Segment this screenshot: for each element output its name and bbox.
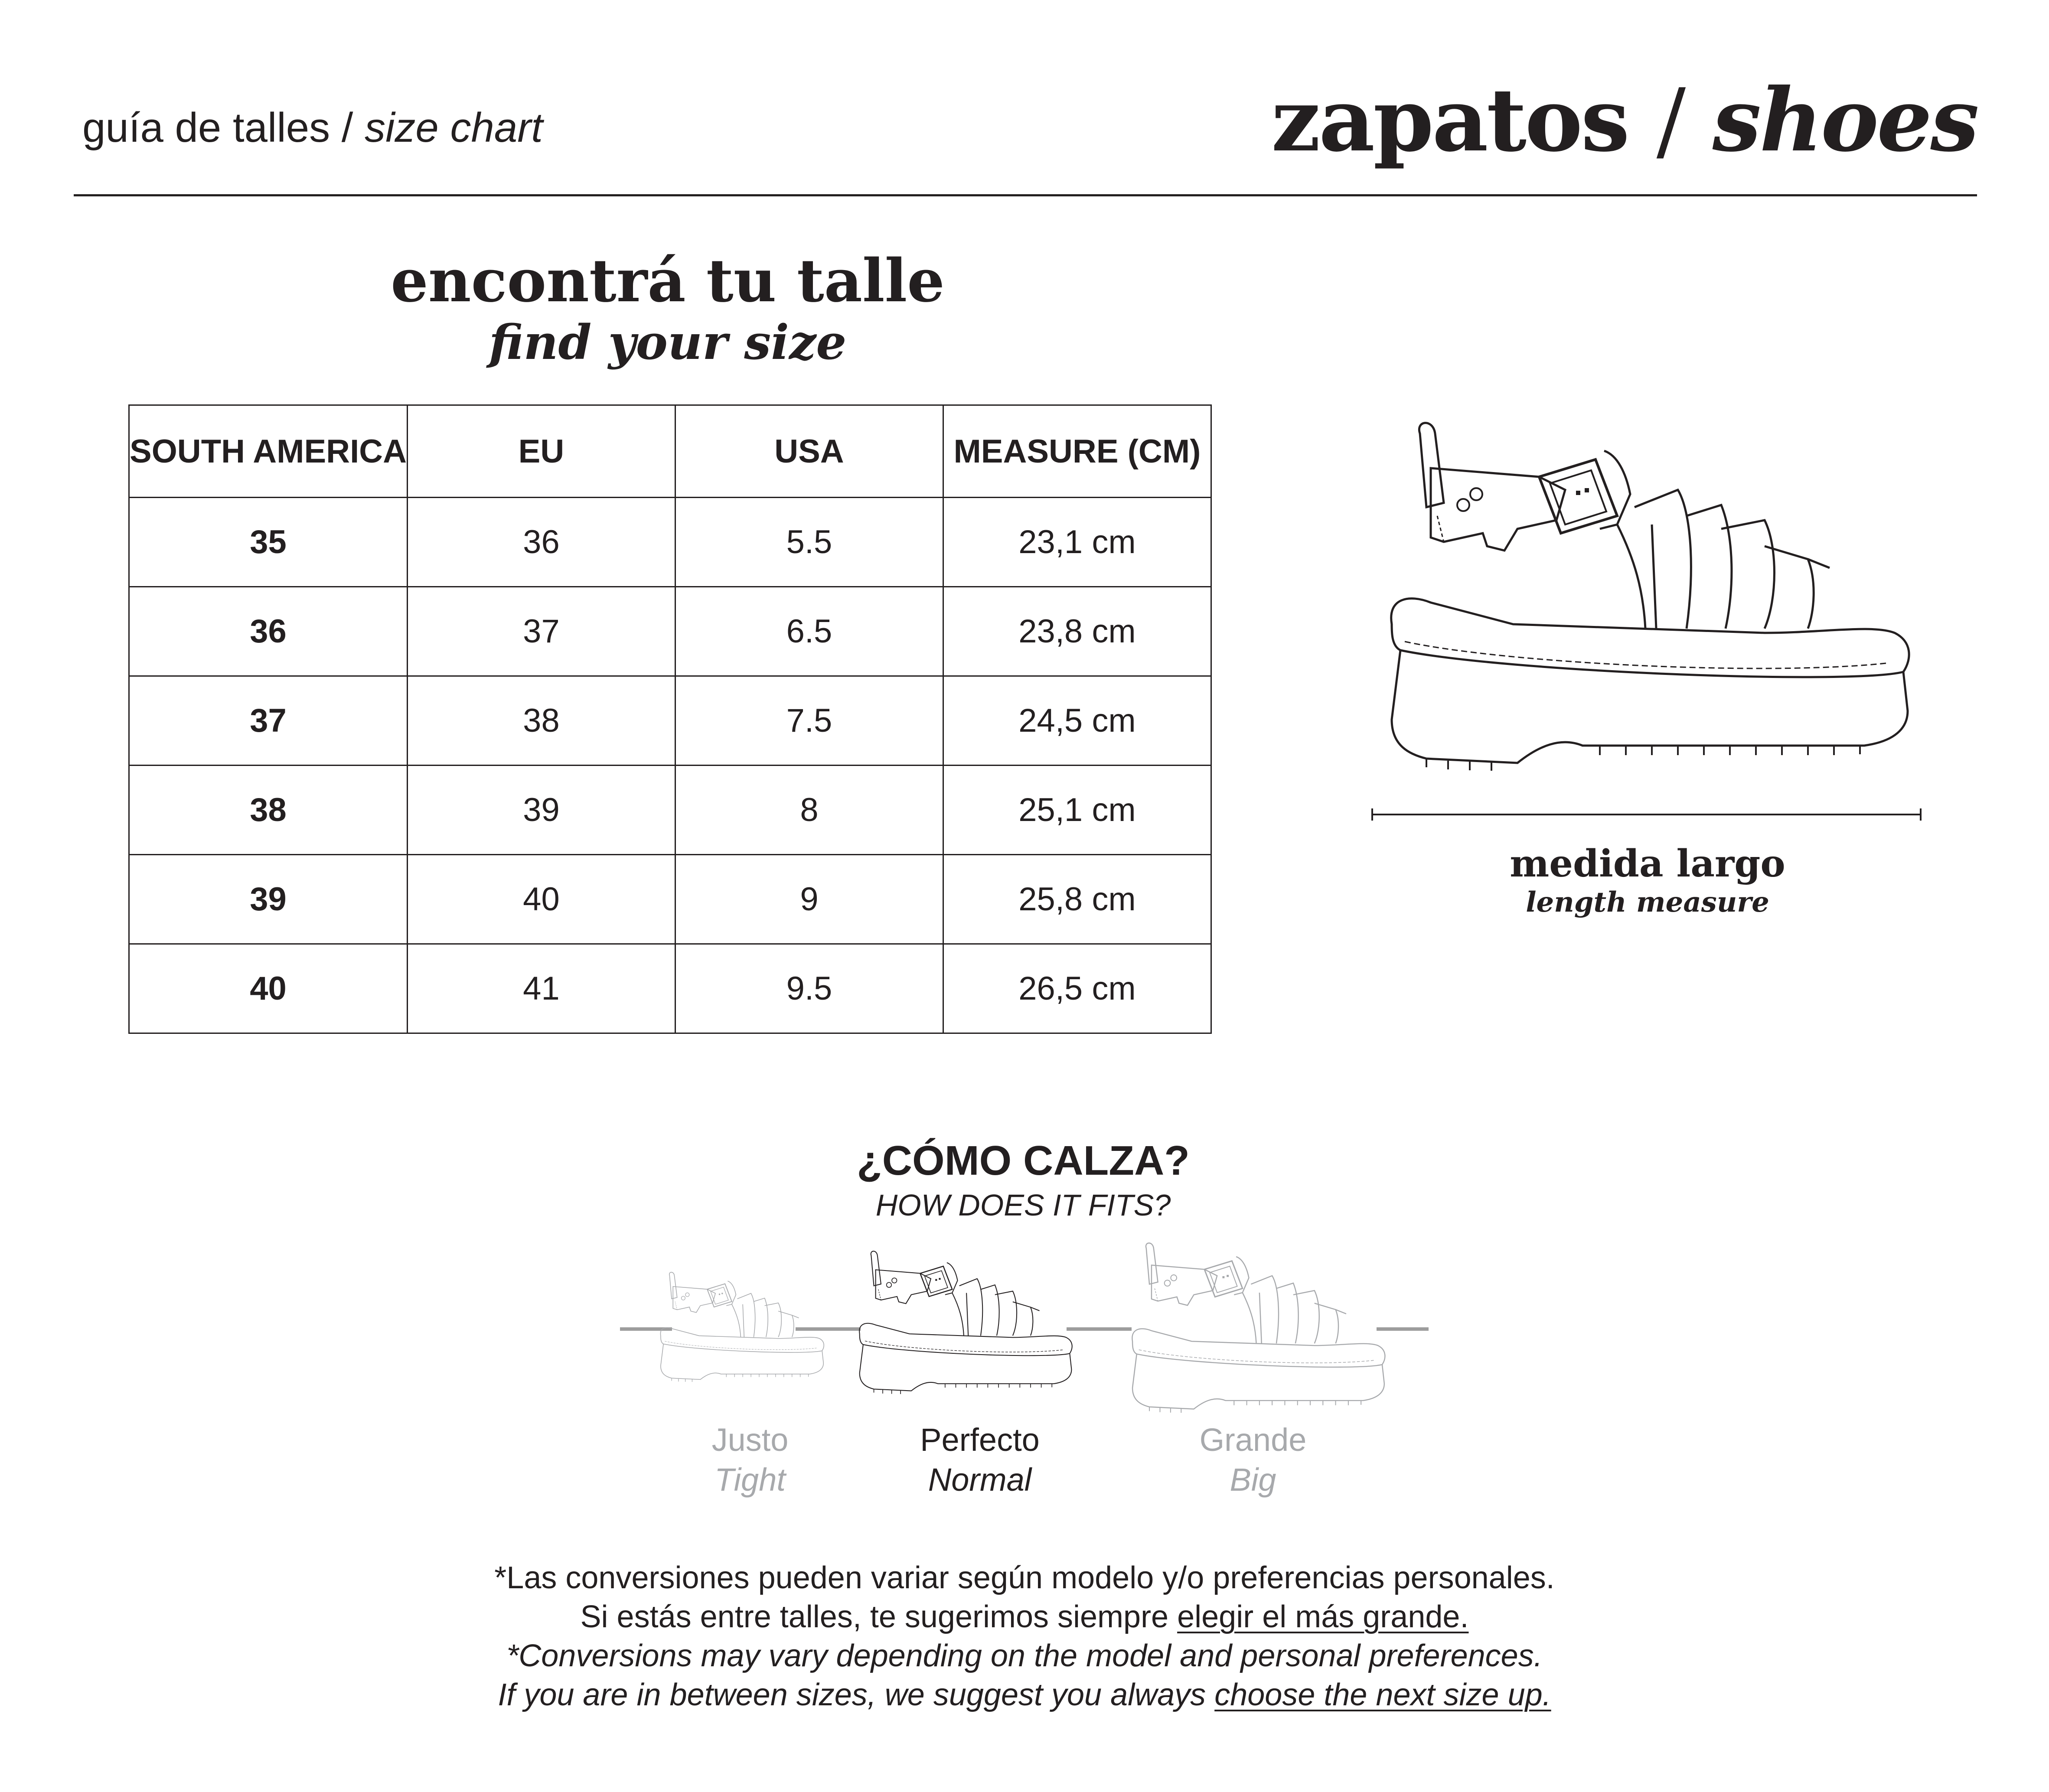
sandal-icon <box>1123 1240 1392 1417</box>
sandal-icon <box>655 1270 828 1385</box>
cell-measure: 24,5 cm <box>943 676 1211 766</box>
cell-south-america: 36 <box>129 587 408 676</box>
footer-notes <box>303 1558 1746 1714</box>
cell-south-america: 39 <box>129 855 408 944</box>
cell-eu: 39 <box>407 766 675 855</box>
cell-south-america: 37 <box>129 676 408 766</box>
size-table <box>128 404 1212 1034</box>
fit-option-label-es: Perfecto <box>920 1422 1040 1458</box>
footer-note-en-2-text: If you are in between sizes, we suggest you always <box>498 1678 1215 1712</box>
cell-eu: 37 <box>407 587 675 676</box>
fit-option-tight <box>642 1424 858 1496</box>
find-size-subtitle: find your size <box>489 314 847 370</box>
cell-eu: 38 <box>407 676 675 766</box>
table-row <box>129 587 1211 676</box>
sandal-icon <box>852 1248 1077 1398</box>
length-measure-line <box>1372 814 1921 815</box>
find-size-title: encontrá tu talle <box>391 246 945 316</box>
header-subtitle-en: size chart <box>365 104 543 151</box>
size-table-header-row <box>129 405 1211 498</box>
cell-usa: 9 <box>675 855 943 944</box>
fit-option-label-en: Tight <box>715 1462 786 1498</box>
table-row <box>129 766 1211 855</box>
column-header-eu: EU <box>407 405 675 498</box>
cell-usa: 6.5 <box>675 587 943 676</box>
cell-usa: 8 <box>675 766 943 855</box>
cell-usa: 9.5 <box>675 944 943 1033</box>
table-row <box>129 498 1211 587</box>
fit-option-normal <box>871 1424 1088 1496</box>
cell-eu: 41 <box>407 944 675 1033</box>
sandal-icon <box>1366 416 1929 780</box>
header-title-separator: / <box>1656 70 1684 171</box>
cell-south-america: 38 <box>129 766 408 855</box>
header-title <box>1271 69 1977 171</box>
cell-usa: 7.5 <box>675 676 943 766</box>
column-header-measure: MEASURE (CM) <box>943 405 1211 498</box>
fit-option-label-es: Grande <box>1199 1422 1307 1458</box>
cell-eu: 36 <box>407 498 675 587</box>
cell-measure: 26,5 cm <box>943 944 1211 1033</box>
footer-note-es-1: *Las conversiones pueden variar según modelo y/o preferencias personales. <box>494 1561 1555 1595</box>
cell-measure: 23,8 cm <box>943 587 1211 676</box>
fit-option-label-en: Normal <box>928 1462 1032 1498</box>
length-measure-tick-left <box>1371 808 1373 821</box>
header-subtitle-es: guía de talles / <box>82 104 353 151</box>
fit-option-label-en: Big <box>1230 1462 1276 1498</box>
length-measure-label-es: medida largo <box>1510 842 1785 886</box>
footer-note-es-2-emphasis: elegir el más grande. <box>1177 1600 1469 1634</box>
cell-south-america: 35 <box>129 498 408 587</box>
footer-note-en-2 <box>303 1675 1746 1714</box>
cell-measure: 25,1 cm <box>943 766 1211 855</box>
fit-option-label-es: Justo <box>711 1422 789 1458</box>
footer-note-en-1: *Conversions may vary depending on the model and personal preferences. <box>506 1639 1543 1673</box>
header-title-es: zapatos <box>1271 69 1628 171</box>
length-measure-label-en: length measure <box>1526 886 1769 919</box>
cell-usa: 5.5 <box>675 498 943 587</box>
fit-subtitle: HOW DOES IT FITS? <box>875 1188 1171 1222</box>
header-title-en: shoes <box>1712 69 1977 171</box>
column-header-usa: USA <box>675 405 943 498</box>
footer-note-en-2-emphasis: choose the next size up. <box>1214 1678 1551 1712</box>
fit-option-big <box>1145 1424 1361 1496</box>
cell-measure: 25,8 cm <box>943 855 1211 944</box>
header-divider <box>74 194 1977 196</box>
fit-title: ¿CÓMO CALZA? <box>857 1137 1190 1184</box>
cell-south-america: 40 <box>129 944 408 1033</box>
footer-note-es-2 <box>303 1597 1746 1636</box>
cell-eu: 40 <box>407 855 675 944</box>
table-row <box>129 855 1211 944</box>
table-row <box>129 944 1211 1033</box>
cell-measure: 23,1 cm <box>943 498 1211 587</box>
length-measure-tick-right <box>1920 808 1922 821</box>
header-subtitle <box>82 104 543 152</box>
column-header-south-america: SOUTH AMERICA <box>129 405 408 498</box>
table-row <box>129 676 1211 766</box>
footer-note-es-2-text: Si estás entre talles, te sugerimos siempre <box>580 1600 1178 1634</box>
